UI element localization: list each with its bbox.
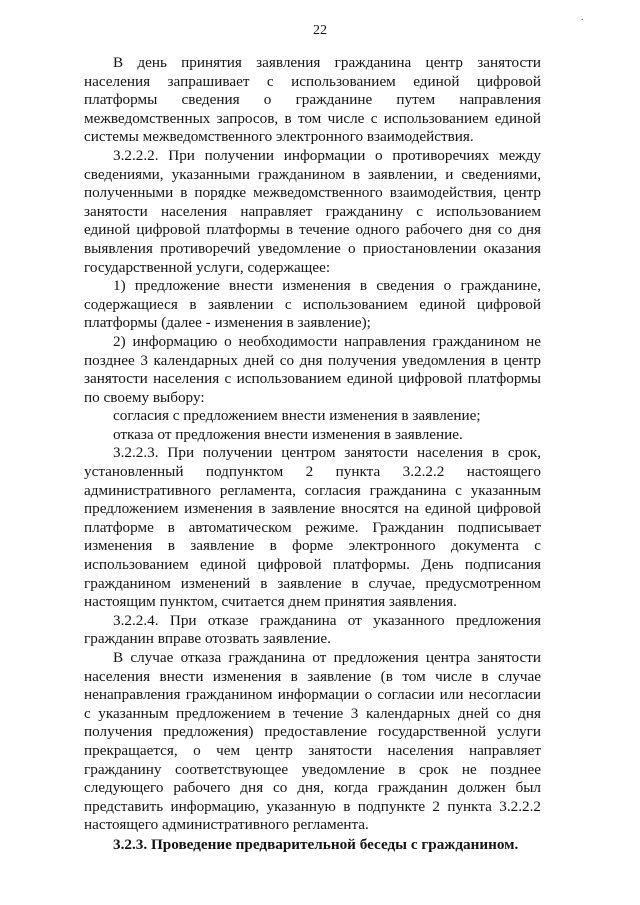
page-number: 22 [313, 23, 327, 38]
scan-mark: . [581, 12, 584, 23]
section-heading: 3.2.3. Проведение предварительной беседы с гражданином. [113, 836, 519, 853]
paragraph: В день принятия заявления гражданина центр занятости населения запрашивает с использованием единой цифровой платформы сведения о гражданине путем направления межведомственных запросов, в том числе с использованием единой системы межведомственного электронного взаимодействия. [84, 54, 541, 146]
paragraph: 3.2.2.4. При отказе гражданина от указанного предложения гражданин вправе отозвать заявление. [84, 611, 541, 648]
paragraph: 1) предложение внести изменения в сведения о гражданине, содержащиеся в заявлении с использованием единой цифровой платформы (далее - изменения в заявление); [84, 277, 541, 332]
paragraph: согласия с предложением внести изменения в заявление; [113, 407, 481, 425]
paragraph: В случае отказа гражданина от предложения центра занятости населения внести изменения в заявление (в том числе в случае ненаправления гражданином информации о согласии или несогласии с указанным предложением в течение 3 календарных дней со дня получения предложения) предоставление государственной услуги прекращается, о чем центр занятости населения направляет гражданину соответствующее уведомление в срок не позднее следующего рабочего дня со дня, когда гражданин должен был представить информацию, указанную в подпункте 2 пункта 3.2.2.2 настоящего административного регламента. [84, 649, 541, 834]
paragraph: 3.2.2.3. При получении центром занятости населения в срок, установленный подпунктом 2 пункта 3.2.2.2 настоящего административного регламента, согласия гражданина с указанным предложением изменения в заявление вносятся на единой цифровой платформе в автоматическом режиме. Гражданин подписывает изменения в заявление в форме электронного документа с использованием единой цифровой платформы. День подписания гражданином изменений в заявление в случае, предусмотренном настоящим пунктом, считается днем принятия заявления. [84, 444, 541, 611]
paragraph: 3.2.2.2. При получении информации о противоречиях между сведениями, указанными гражданином в заявлении, и сведениями, полученными в порядке межведомственного взаимодействия, центр занятости населения направляет гражданину с использованием единой цифровой платформы в течение одного рабочего дня со дня выявления противоречий уведомление о приостановлении оказания государственной услуги, содержащее: [84, 146, 541, 276]
body-text [84, 54, 541, 835]
paragraph: 2) информацию о необходимости направления гражданином не позднее 3 календарных дней со дня получения уведомления в центр занятости населения с использованием единой цифровой платформы по своему выбору: [84, 332, 541, 406]
paragraph: отказа от предложения внести изменения в заявление. [113, 425, 463, 443]
